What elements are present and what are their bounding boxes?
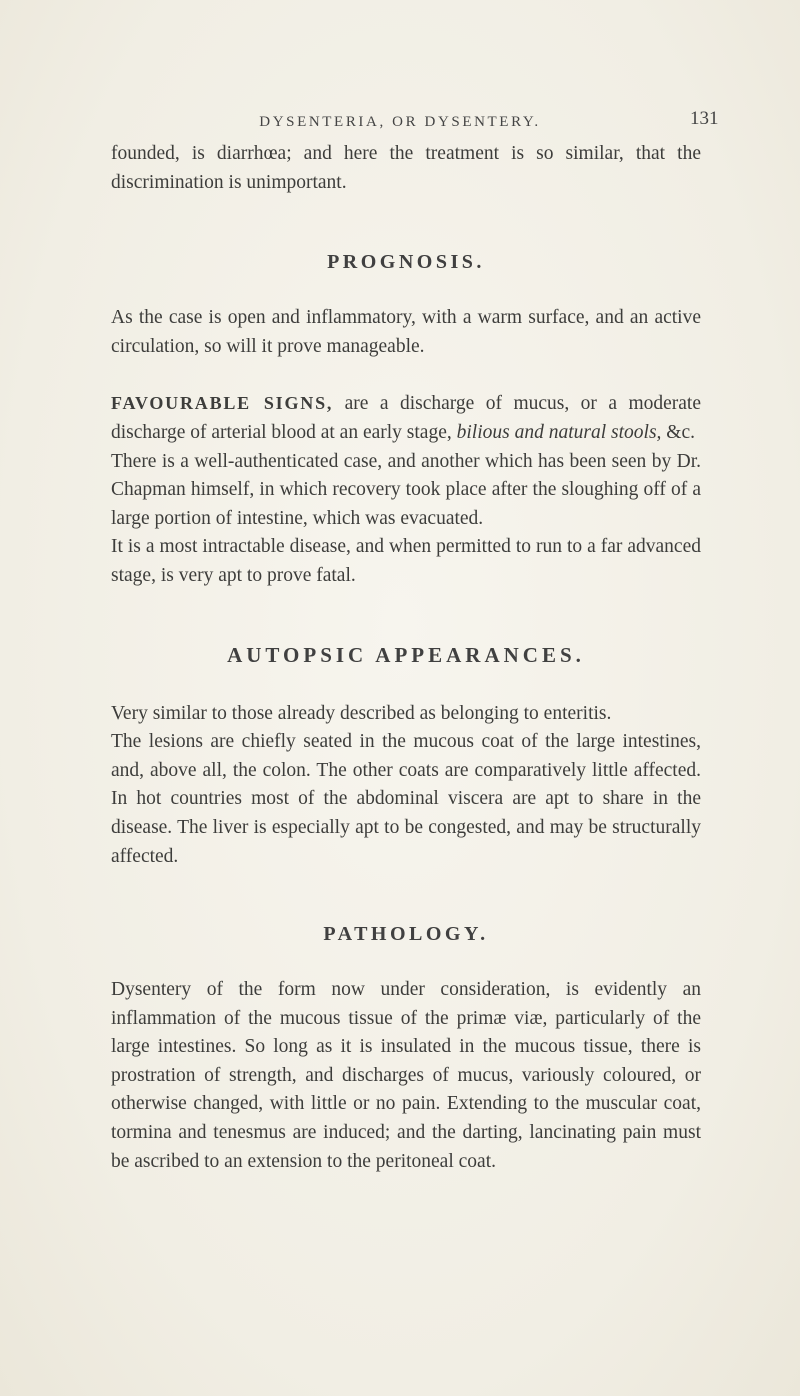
autopsic-paragraph-1: Very similar to those already described as belonging to enteritis. bbox=[111, 702, 612, 724]
pathology-paragraph: Dysentery of the form now under consideration, is evidently an inflammation of the mucous tissue of the primæ viæ, particularly of the large intestines. So long as it is insulated in the mucous tissue, there is prostration of strength, and discharges of mucus, variously coloured, or otherwise changed, with little or no pain. Extending to the muscular coat, tormina and tenesmus are induced; and the darting, lancinating pain must be ascribed to an extension to the peritoneal coat. bbox=[111, 979, 701, 1172]
page-number: 131 bbox=[690, 108, 719, 129]
prognosis-heading: PROGNOSIS. bbox=[327, 251, 485, 274]
prognosis-paragraph: As the case is open and inflammatory, with a warm surface, and an active circulation, so will it prove manageable. bbox=[111, 307, 701, 357]
favourable-signs-end: &c. bbox=[661, 421, 695, 443]
intro-paragraph: founded, is diarrhœa; and here the treatment is so similar, that the discrimination is unimportant. bbox=[111, 143, 701, 193]
pathology-heading: PATHOLOGY. bbox=[323, 923, 489, 946]
favourable-signs-label: FAVOURABLE SIGNS, bbox=[111, 393, 334, 414]
running-head: DYSENTERIA, OR DYSENTERY. bbox=[259, 114, 541, 130]
autopsic-paragraph-2: The lesions are chiefly seated in the mucous coat of the large intestines, and, above all, the colon. The other coats are comparatively little affected. In hot countries most of the abdominal viscera are apt to share in the disease. The liver is especially apt to be congested, and may be structurally affected. bbox=[111, 731, 701, 867]
favourable-signs-text: are a discharge of mucus, or a moderate discharge of arterial blood at an early stage, bbox=[111, 393, 701, 443]
favourable-signs-paragraph bbox=[111, 389, 701, 447]
recovery-case-paragraph: There is a well-authenticated case, and another which has been seen by Dr. Chapman himself, in which recovery took place after the sloughing off of a large portion of intestine, which was evacuated. bbox=[111, 450, 701, 529]
intractable-paragraph: It is a most intractable disease, and when permitted to run to a far advanced stage, is very apt to prove fatal. bbox=[111, 536, 701, 586]
page-text bbox=[111, 140, 701, 1176]
autopsic-heading: AUTOPSIC APPEARANCES. bbox=[227, 642, 585, 667]
favourable-signs-italic: bilious and natural stools, bbox=[456, 421, 662, 443]
